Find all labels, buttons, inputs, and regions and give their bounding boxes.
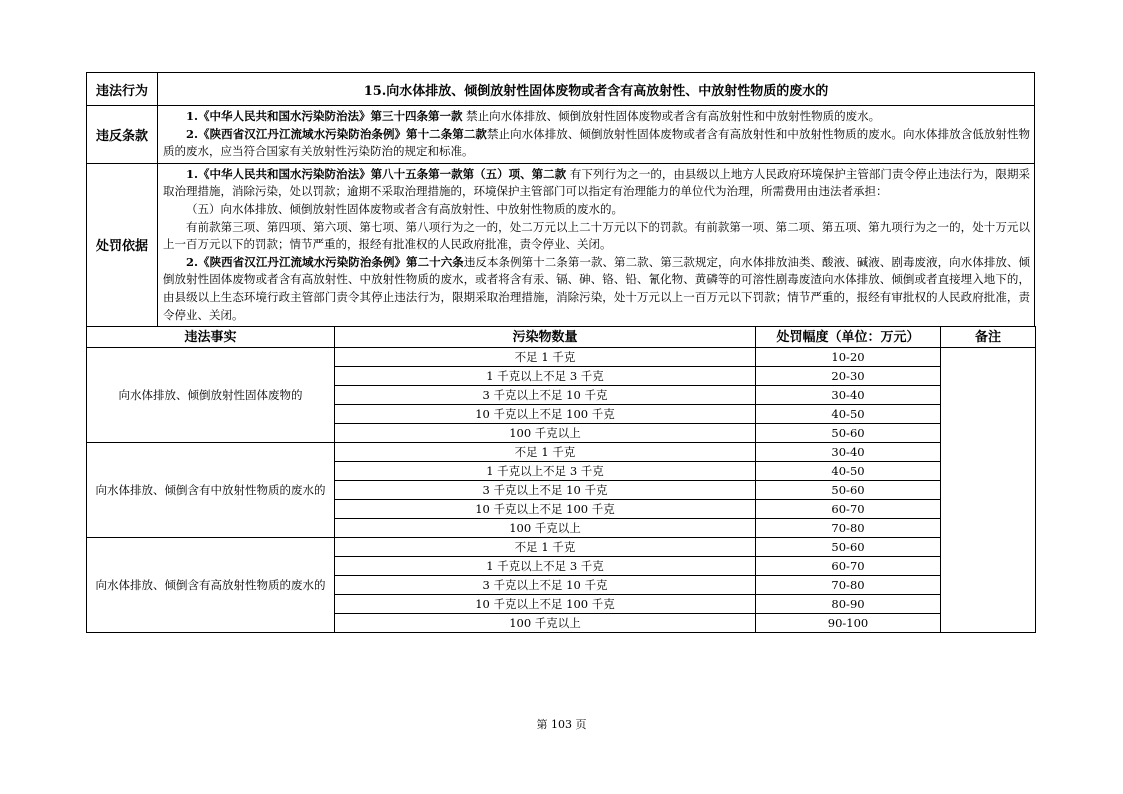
penalty-basis-content [158, 163, 1035, 326]
penalty-range-cell: 40-50 [756, 405, 941, 424]
violation-fact-cell: 向水体排放、倾倒含有中放射性物质的废水的 [87, 443, 335, 538]
penalty-range-cell: 60-70 [756, 500, 941, 519]
quantity-cell: 100 千克以上 [335, 424, 756, 443]
penalty-range-cell: 60-70 [756, 557, 941, 576]
header-quantity: 污染物数量 [335, 327, 756, 348]
violation-row [87, 73, 1035, 106]
quantity-cell: 100 千克以上 [335, 519, 756, 538]
quantity-cell: 1 千克以上不足 3 千克 [335, 462, 756, 481]
quantity-cell: 3 千克以上不足 10 千克 [335, 576, 756, 595]
table-row [87, 538, 1036, 557]
basis-paragraph [163, 254, 1030, 324]
quantity-cell: 不足 1 千克 [335, 348, 756, 367]
penalty-range-cell: 30-40 [756, 443, 941, 462]
clause-citation: 2.《陕西省汉江丹江流域水污染防治条例》第十二条第二款 [186, 126, 487, 141]
violation-fact-cell: 向水体排放、倾倒含有高放射性物质的废水的 [87, 538, 335, 633]
violation-title: 15.向水体排放、倾倒放射性固体废物或者含有高放射性、中放射性物质的废水的 [158, 73, 1035, 106]
basis-text: 违反本条例第十二条第一款、第二款、第三款规定，向水体排放油类、酸液、碱液、剧毒废液，向水体排放、倾倒放射性固体废物或者含有高放射性、中放射性物质的废水，或者将含有汞、镉、砷、铬、铅、氰化物、黄磷等的可溶性剧毒废渣向水体排放、倾倒或者直接埋入地下的，由县级以上生态环境行政主管部门责令其停止违法行为，限期采取治理措施，消除污染，处十万元以上一百万元以下罚款；情节严重的，报经有审批权的人民政府批准，责令停业、关闭。 [163, 254, 1030, 322]
table-row [87, 348, 1036, 367]
penalty-range-cell: 20-30 [756, 367, 941, 386]
violation-label: 违法行为 [87, 73, 158, 106]
violation-fact-cell: 向水体排放、倾倒放射性固体废物的 [87, 348, 335, 443]
penalty-range-cell: 50-60 [756, 481, 941, 500]
penalty-basis-label: 处罚依据 [87, 163, 158, 326]
basis-paragraph: （五）向水体排放、倾倒放射性固体废物或者含有高放射性、中放射性物质的废水的。 [186, 201, 623, 216]
quantity-cell: 1 千克以上不足 3 千克 [335, 557, 756, 576]
violated-clause-content [158, 106, 1035, 164]
basis-paragraph: 有前款第三项、第四项、第六项、第七项、第八项行为之一的，处二万元以上二十万元以下的罚款。有前款第一项、第二项、第五项、第九项行为之一的，处十万元以上一百万元以下的罚款；情节严重的，报经有批准权的人民政府批准，责令停业、关闭。 [163, 219, 1030, 252]
quantity-cell: 3 千克以上不足 10 千克 [335, 386, 756, 405]
header-penalty-range: 处罚幅度（单位：万元） [756, 327, 941, 348]
penalty-range-cell: 50-60 [756, 538, 941, 557]
quantity-cell: 不足 1 千克 [335, 443, 756, 462]
header-fact: 违法事实 [87, 327, 335, 348]
penalty-range-cell: 30-40 [756, 386, 941, 405]
document-sheet [86, 72, 1035, 633]
legal-info-table [86, 72, 1035, 327]
basis-citation: 2.《陕西省汉江丹江流域水污染防治条例》第二十六条 [186, 254, 464, 269]
quantity-cell: 10 千克以上不足 100 千克 [335, 405, 756, 424]
quantity-cell: 10 千克以上不足 100 千克 [335, 595, 756, 614]
penalty-range-cell: 90-100 [756, 614, 941, 633]
quantity-cell: 3 千克以上不足 10 千克 [335, 481, 756, 500]
penalty-range-cell: 10-20 [756, 348, 941, 367]
remarks-cell [941, 348, 1036, 633]
quantity-cell: 1 千克以上不足 3 千克 [335, 367, 756, 386]
penalty-range-cell: 50-60 [756, 424, 941, 443]
basis-paragraph [163, 166, 1030, 201]
quantity-cell: 不足 1 千克 [335, 538, 756, 557]
basis-text: 有下列行为之一的，由县级以上地方人民政府环境保护主管部门责令停止违法行为，限期采取治理措施，消除污染，处以罚款；逾期不采取治理措施的，环境保护主管部门可以指定有治理能力的单位代为治理，所需费用由违法者承担： [163, 166, 1030, 199]
clause-citation: 1.《中华人民共和国水污染防治法》第三十四条第一款 [186, 109, 463, 123]
penalty-range-cell: 70-80 [756, 576, 941, 595]
table-row [87, 443, 1036, 462]
clause-paragraph [163, 108, 1030, 126]
basis-citation: 1.《中华人民共和国水污染防治法》第八十五条第一款第（五）项、第二款 [186, 166, 567, 181]
table-header-row [87, 327, 1036, 348]
penalty-range-cell: 40-50 [756, 462, 941, 481]
clause-text: 禁止向水体排放、倾倒放射性固体废物或者含有高放射性和中放射性物质的废水。 [462, 109, 881, 123]
header-remarks: 备注 [941, 327, 1036, 348]
page-number: 第 103 页 [536, 718, 587, 731]
quantity-cell: 10 千克以上不足 100 千克 [335, 500, 756, 519]
clause-text: 禁止向水体排放、倾倒放射性固体废物或者含有高放射性和中放射性物质的废水。向水体排放含低放射性物质的废水，应当符合国家有关放射性污染防治的规定和标准。 [163, 126, 1030, 159]
clause-paragraph [163, 126, 1030, 161]
quantity-cell: 100 千克以上 [335, 614, 756, 633]
violated-clause-label: 违反条款 [87, 106, 158, 164]
penalty-basis-row [87, 163, 1035, 326]
penalty-range-cell: 70-80 [756, 519, 941, 538]
penalty-range-cell: 80-90 [756, 595, 941, 614]
penalty-range-table [86, 326, 1036, 633]
violated-clause-row [87, 106, 1035, 164]
